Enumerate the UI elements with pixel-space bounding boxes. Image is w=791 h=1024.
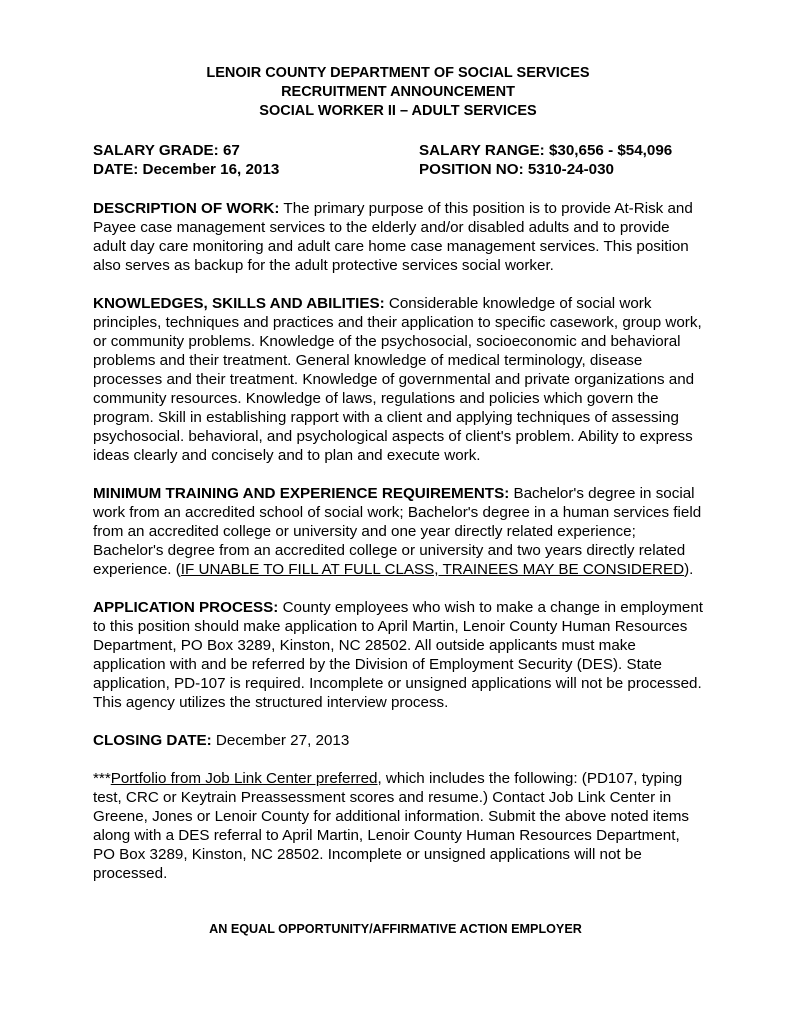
salary-range: SALARY RANGE: $30,656 - $54,096: [419, 142, 673, 159]
header-line-position-title: SOCIAL WORKER II – ADULT SERVICES: [259, 103, 537, 119]
closing-label: CLOSING DATE:: [93, 732, 212, 749]
requirements-tail: ).: [684, 561, 694, 578]
trainee-note: IF UNABLE TO FILL AT FULL CLASS, TRAINEES MAY BE CONSIDERED: [180, 561, 685, 578]
ksa-text: Considerable knowledge of social work principles, techniques and practices and their application to specific casework, group work, or community problems. Knowledge of the psychosocial, socioeconomic and behavioral problems and their treatment. General knowledge of medical terminology, disease processes and their treatment. Knowledge of governmental and private organizations and community resources. Knowledge of laws, regulations and policies which govern the program. Skill in establishing rapport with a client and applying techniques of assessing psychosocial. behavioral, and psychological aspects of client's problem. Ability to express ideas clearly and concisely and to plan and execute work.: [93, 295, 702, 464]
requirements-label: MINIMUM TRAINING AND EXPERIENCE REQUIREMENTS:: [93, 485, 510, 502]
requirements-text: Bachelor's degree in social work from an accredited school of social work; Bachelor's degree in a human services field from an accredited college or university and one year directly related experience; Bachelor's degree from an accredited college or university and two years directly related experience. (: [93, 485, 702, 578]
minimum-requirements: [93, 484, 703, 579]
eeo-footer: AN EQUAL OPPORTUNITY/AFFIRMATIVE ACTION EMPLOYER: [209, 922, 582, 936]
portfolio-note: [93, 769, 703, 883]
position-number: POSITION NO: 5310-24-030: [419, 161, 614, 178]
knowledges-skills-abilities: [93, 294, 703, 465]
position-meta: [93, 141, 703, 179]
announcement-page: [93, 64, 703, 883]
application-process: [93, 598, 703, 712]
description-of-work: [93, 199, 703, 275]
posting-date: DATE: December 16, 2013: [93, 161, 280, 178]
description-label: DESCRIPTION OF WORK:: [93, 200, 280, 217]
portfolio-prefix: ***: [93, 770, 111, 787]
portfolio-preferred: Portfolio from Job Link Center preferred: [110, 770, 378, 787]
description-text: The primary purpose of this position is to provide At-Risk and Payee case management services to the elderly and/or disabled adults and to provide adult day care monitoring and adult care home case management services. This position also serves as backup for the adult protective services social worker.: [93, 200, 693, 274]
document-header: [93, 64, 703, 121]
closing-text: December 27, 2013: [211, 732, 350, 749]
closing-date: [93, 731, 703, 750]
application-label: APPLICATION PROCESS:: [93, 599, 279, 616]
application-text: County employees who wish to make a change in employment to this position should make application to April Martin, Lenoir County Human Resources Department, PO Box 3289, Kinston, NC 28502. All outside applicants must make application with and be referred by the Division of Employment Security (DES). State application, PD-107 is required. Incomplete or unsigned applications will not be processed. This agency utilizes the structured interview process.: [93, 599, 703, 711]
portfolio-text: , which includes the following: (PD107, typing test, CRC or Keytrain Preassessment scores and resume.) Contact Job Link Center in Greene, Jones or Lenoir County for additional information. Submit the above noted items along with a DES referral to April Martin, Lenoir County Human Resources Department, PO Box 3289, Kinston, NC 28502. Incomplete or unsigned applications will not be processed.: [93, 770, 690, 882]
header-line-announcement: RECRUITMENT ANNOUNCEMENT: [281, 84, 515, 100]
header-line-department: LENOIR COUNTY DEPARTMENT OF SOCIAL SERVICES: [206, 65, 590, 81]
salary-grade: SALARY GRADE: 67: [93, 142, 240, 159]
ksa-label: KNOWLEDGES, SKILLS AND ABILITIES:: [93, 295, 385, 312]
